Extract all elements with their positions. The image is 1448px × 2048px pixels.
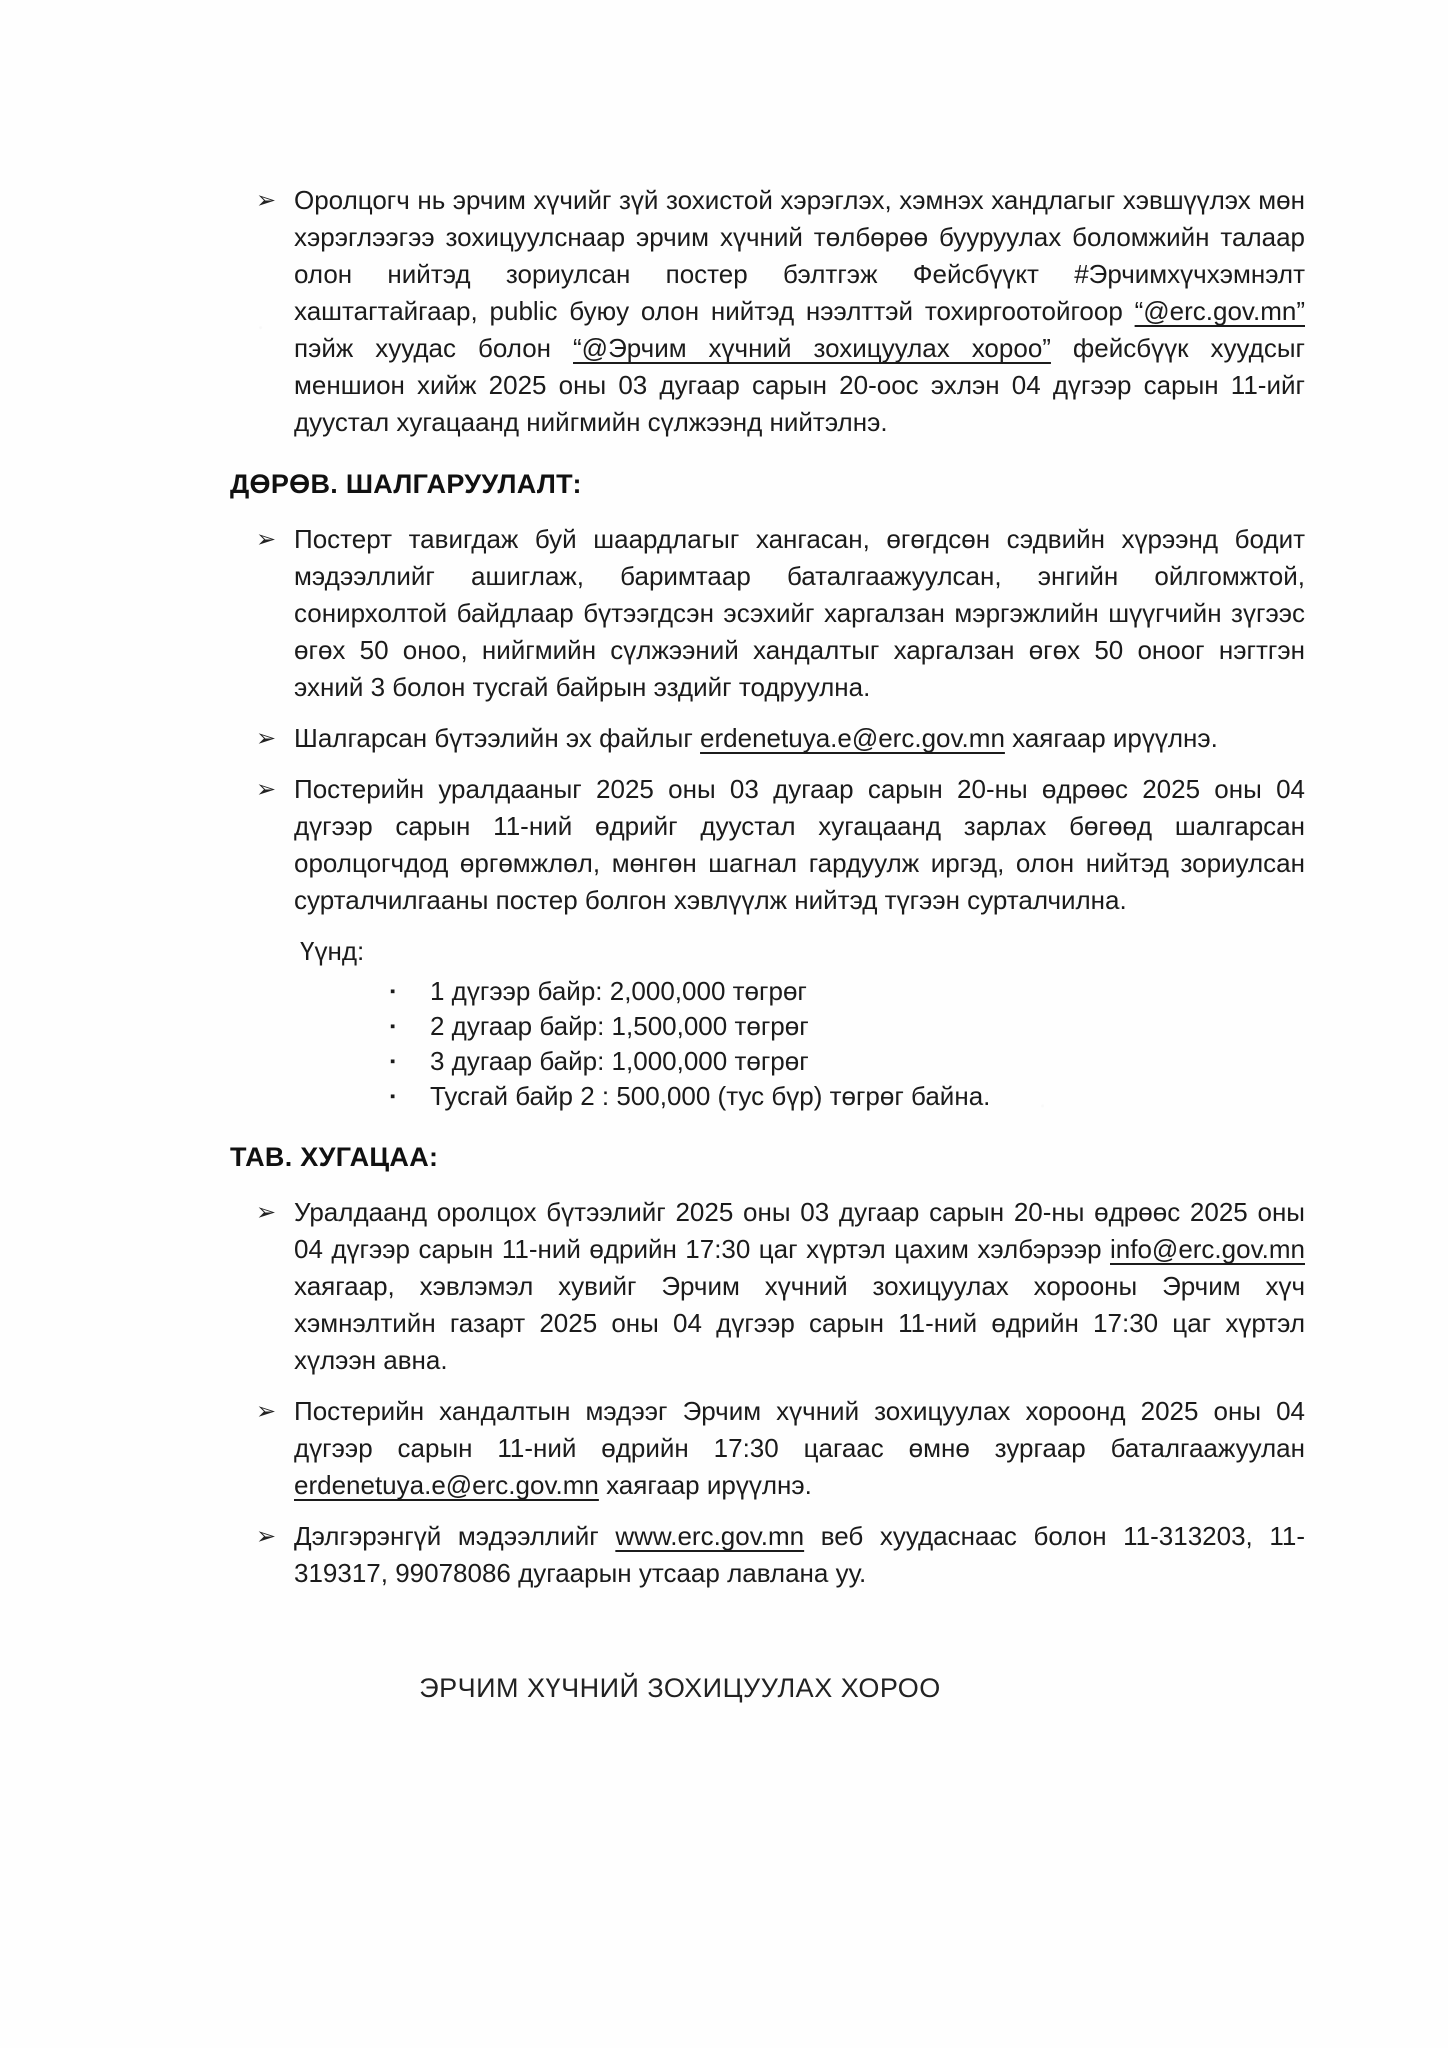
text-run: пэйж хуудас болон: [294, 333, 574, 363]
underlined-text: erdenetuya.e@erc.gov.mn: [294, 1470, 599, 1500]
arrow-bullet-icon: ➢: [256, 1398, 277, 1425]
paragraph-engagement-report: [294, 1393, 1305, 1504]
prizes-label: Үүнд:: [300, 936, 365, 966]
paragraph-contest-announcement: [294, 771, 1305, 919]
text-run: Постерийн уралдааныг 2025 оны 03 дугаар сарын 20-ны өдрөөс 2025 оны 04 дүгээр сарын 11-ний өдрийг дуустал хугацаанд зарлах бөгөөд шалгарсан оролцогчдод өргөмжлөл, мөнгөн шагнал гардуулж иргэд, олон нийтэд зориулсан сурталчилгааны постер болгон хэвлүүлж нийтэд түгээн сурталчилна.: [294, 774, 1305, 915]
text-run: Постерт тавигдаж буй шаардлагыг хангасан, өгөгдсөн сэдвийн хүрээнд бодит мэдээллийг ашиглаж, баримтаар баталгаажуулсан, энгийн ойлгомжтой, сонирхолтой байдлаар бүтээгдсэн эсэхийг харгалзан мэргэжлийн шүүгчийн зүгээс өгөх 50 оноо, нийгмийн сүлжээний хандалтыг харгалзан өгөх 50 оноог нэгтгэн эхний 3 болон тусгай байрын эздийг тодруулна.: [294, 524, 1305, 702]
prize-item-second: [390, 1009, 1305, 1044]
arrow-bullet-icon: ➢: [256, 776, 277, 803]
prize-item-special: [390, 1079, 1305, 1114]
paragraph-intro: [294, 182, 1305, 441]
list-item: [256, 521, 1305, 706]
paragraph-source-file: [294, 720, 1305, 757]
text-run: Шалгарсан бүтээлийн эх файлыг: [294, 723, 701, 753]
text-run: фейсбүүк хуудсыг меншион хийж 2025 оны 03 дугаар сарын 20-оос эхлэн 04 дүгээр сарын 11-ийг дуустал хугацаанд нийгмийн сүлжээнд нийтэлнэ.: [294, 333, 1306, 437]
square-bullet-icon: ▪: [390, 983, 396, 1000]
document-body: [230, 0, 1305, 1707]
text-run: хаягаар ирүүлнэ.: [1004, 723, 1218, 753]
list-item: [256, 182, 1305, 441]
list-item: [256, 1194, 1305, 1379]
text-run: Дэлгэрэнгүй мэдээллийг: [294, 1521, 616, 1551]
arrow-bullet-icon: ➢: [256, 187, 277, 214]
underlined-text: “@Эрчим хүчний зохицуулах хороо”: [573, 333, 1051, 363]
text-run: веб хуудаснаас болон 11-313203, 11-319317, 99078086 дугаарын утсаар лавлана уу.: [294, 1521, 1305, 1588]
prize-text: 1 дүгээр байр: 2,000,000 төгрөг: [430, 976, 807, 1006]
list-item: [256, 720, 1305, 757]
text-run: Оролцогч нь эрчим хүчийг зүй зохистой хэрэглэх, хэмнэх хандлагыг хэвшүүлэх мөн хэрэглээгээ зохицуулснаар эрчим хүчний төлбөрөө бууруулах боломжийн талаар олон нийтэд зориулсан постер бэлтгэж Фейсбүүкт #Эрчимхүчхэмнэлт хаштагтайгаар, public буюу олон нийтэд нээлттэй тохиргоотойгоор: [294, 185, 1305, 326]
text-run: хаягаар, хэвлэмэл хувийг Эрчим хүчний зохицуулах хорооны Эрчим хүч хэмнэлтийн газарт 2025 оны 04 дүгээр сарын 11-ний өдрийн 17:30 цаг хүртэл хүлээн авна.: [294, 1271, 1305, 1375]
prize-list: [230, 974, 1305, 1114]
text-run: хаягаар ирүүлнэ.: [598, 1470, 812, 1500]
section-heading-five: ТАВ. ХУГАЦАА:: [230, 1142, 439, 1172]
arrow-bullet-icon: ➢: [256, 526, 277, 553]
list-item: [256, 771, 1305, 919]
square-bullet-icon: ▪: [390, 1053, 396, 1070]
section-heading-four: ДӨРӨВ. ШАЛГАРУУЛАЛТ:: [230, 469, 582, 499]
underlined-text: erdenetuya.e@erc.gov.mn: [700, 723, 1005, 753]
text-run: Постерийн хандалтын мэдээг Эрчим хүчний зохицуулах хороонд 2025 оны 04 дүгээр сарын 11-ний өдрийн 17:30 цагаас өмнө зургаар баталгаажуулан: [294, 1396, 1305, 1463]
underlined-text: www.erc.gov.mn: [615, 1521, 805, 1551]
prize-item-first: [390, 974, 1305, 1009]
paragraph-more-info: [294, 1518, 1305, 1592]
prize-text: 3 дугаар байр: 1,000,000 төгрөг: [430, 1046, 809, 1076]
prize-text: Тусгай байр 2 : 500,000 (тус бүр) төгрөг байна.: [430, 1081, 991, 1111]
arrow-bullet-icon: ➢: [256, 725, 277, 752]
underlined-text: “@erc.gov.mn”: [1134, 296, 1305, 326]
organization-name: ЭРЧИМ ХҮЧНИЙ ЗОХИЦУУЛАХ ХОРОО: [419, 1673, 941, 1703]
underlined-text: info@erc.gov.mn: [1110, 1234, 1305, 1264]
list-item: [256, 1393, 1305, 1504]
paragraph-judging: [294, 521, 1305, 706]
square-bullet-icon: ▪: [390, 1088, 396, 1105]
arrow-bullet-icon: ➢: [256, 1523, 277, 1550]
arrow-bullet-icon: ➢: [256, 1199, 277, 1226]
text-run: Уралдаанд оролцох бүтээлийг 2025 оны 03 дугаар сарын 20-ны өдрөөс 2025 оны 04 дүгээр сарын 11-ний өдрийн 17:30 цаг хүртэл цахим хэлбэрээр: [294, 1197, 1305, 1264]
list-item: [256, 1518, 1305, 1592]
square-bullet-icon: ▪: [390, 1018, 396, 1035]
paragraph-submission-deadline: [294, 1194, 1305, 1379]
prize-item-third: [390, 1044, 1305, 1079]
prize-text: 2 дугаар байр: 1,500,000 төгрөг: [430, 1011, 809, 1041]
